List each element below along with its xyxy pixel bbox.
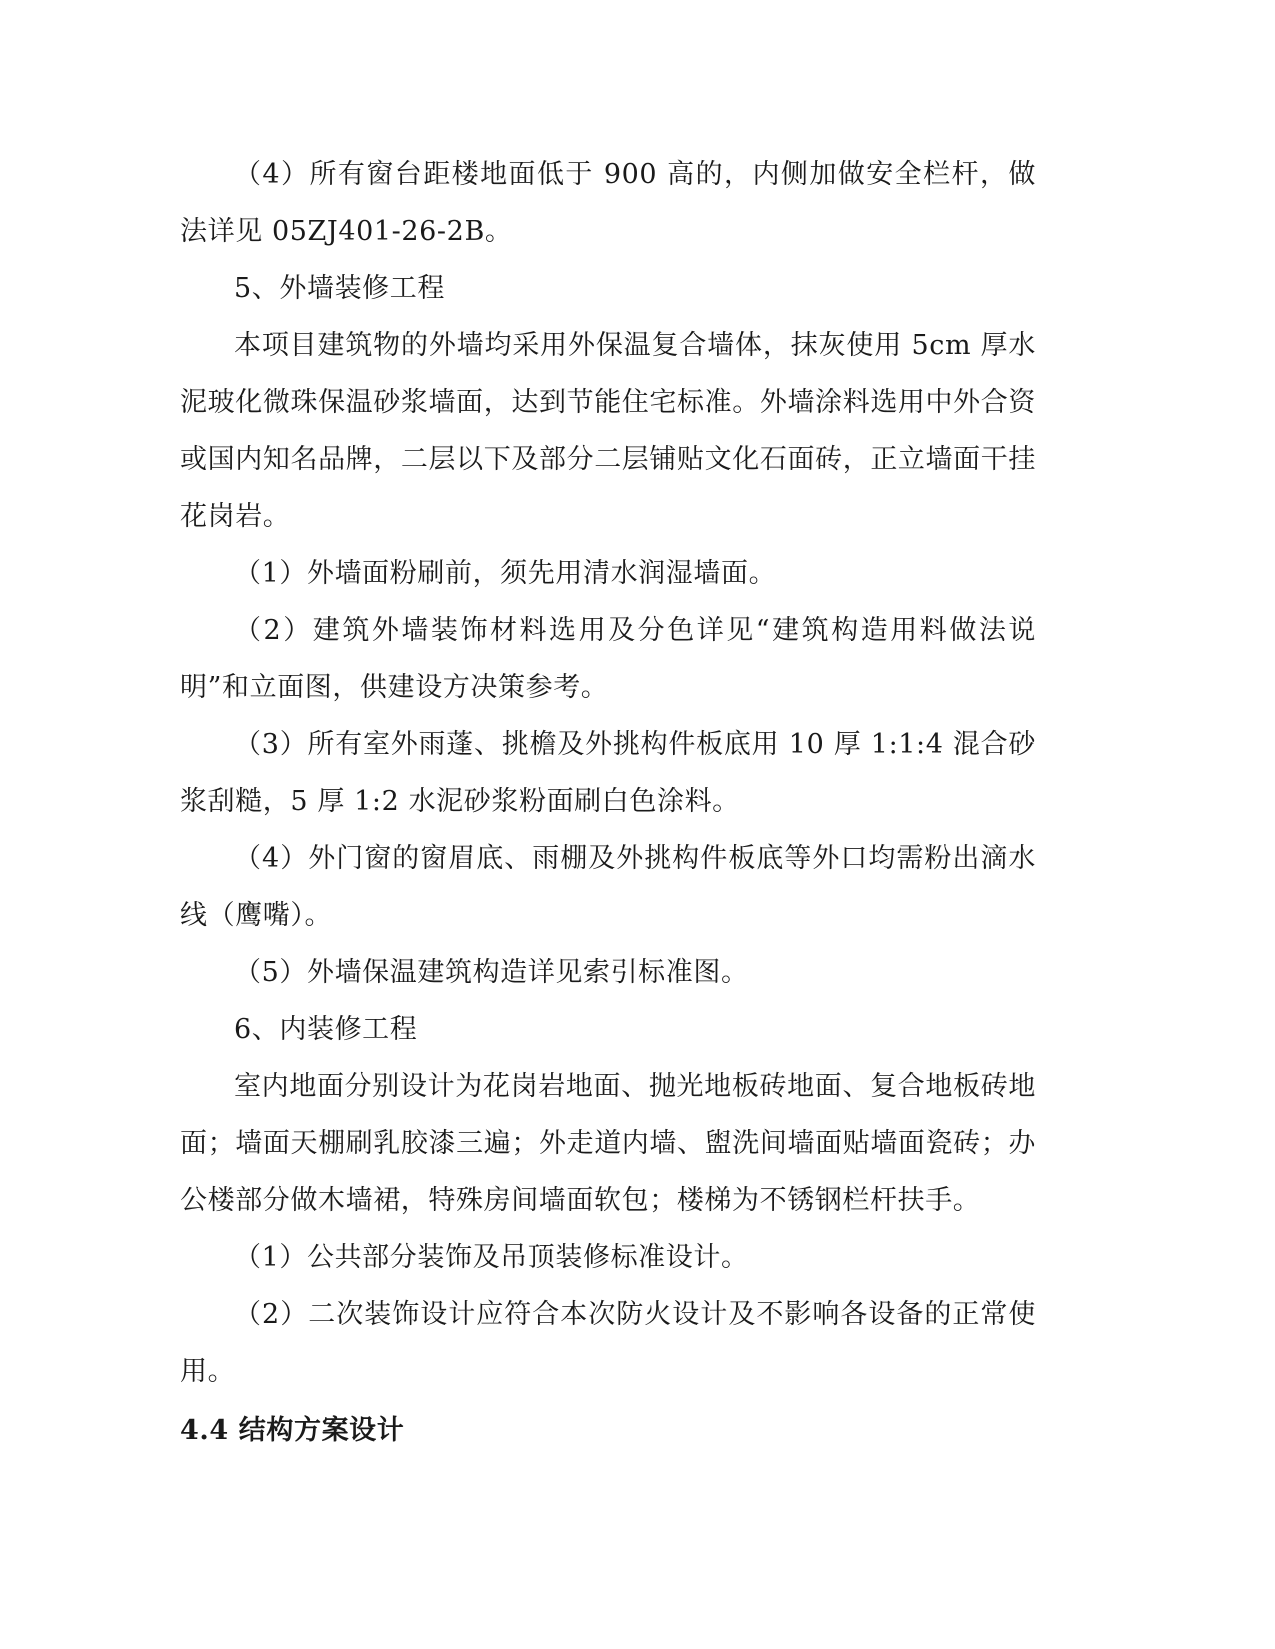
paragraph-exterior-wall-intro: 本项目建筑物的外墙均采用外保温复合墙体，抹灰使用 5cm 厚水泥玻化微珠保温砂浆墙面，达到节能住宅标准。外墙涂料选用中外合资或国内知名品牌，二层以下及部分二层铺贴文化石面砖，正立墙面干挂花岗岩。 — [180, 330, 1036, 532]
paragraph-window-railing: （4）所有窗台距楼地面低于 900 高的，内侧加做安全栏杆，做法详见 05ZJ401-26-2B。 — [180, 159, 1036, 247]
paragraph-exterior-item-2: （2）建筑外墙装饰材料选用及分色详见“建筑构造用料做法说明”和立面图，供建设方决策参考。 — [180, 615, 1036, 703]
paragraph-exterior-item-3: （3）所有室外雨蓬、挑檐及外挑构件板底用 10 厚 1:1:4 混合砂浆刮糙，5 厚 1:2 水泥砂浆粉面刷白色涂料。 — [180, 729, 1036, 817]
paragraph-exterior-item-1: （1）外墙面粉刷前，须先用清水润湿墙面。 — [234, 558, 777, 589]
subsection-heading-interior: 6、内装修工程 — [234, 1014, 418, 1045]
paragraph-exterior-item-5: （5）外墙保温建筑构造详见索引标准图。 — [234, 957, 749, 988]
subsection-heading-exterior-wall: 5、外墙装修工程 — [234, 273, 445, 304]
paragraph-interior-intro: 室内地面分别设计为花岗岩地面、抛光地板砖地面、复合地板砖地面；墙面天棚刷乳胶漆三遍；外走道内墙、盥洗间墙面贴墙面瓷砖；办公楼部分做木墙裙，特殊房间墙面软包；楼梯为不锈钢栏杆扶手。 — [180, 1071, 1036, 1216]
paragraph-interior-item-2: （2）二次装饰设计应符合本次防火设计及不影响各设备的正常使用。 — [180, 1299, 1036, 1387]
document-body — [180, 146, 1036, 1459]
paragraph-exterior-item-4: （4）外门窗的窗眉底、雨棚及外挑构件板底等外口均需粉出滴水线（鹰嘴）。 — [180, 843, 1036, 931]
paragraph-interior-item-1: （1）公共部分装饰及吊顶装修标准设计。 — [234, 1242, 749, 1273]
section-heading: 4.4 结构方案设计 — [180, 1415, 405, 1446]
